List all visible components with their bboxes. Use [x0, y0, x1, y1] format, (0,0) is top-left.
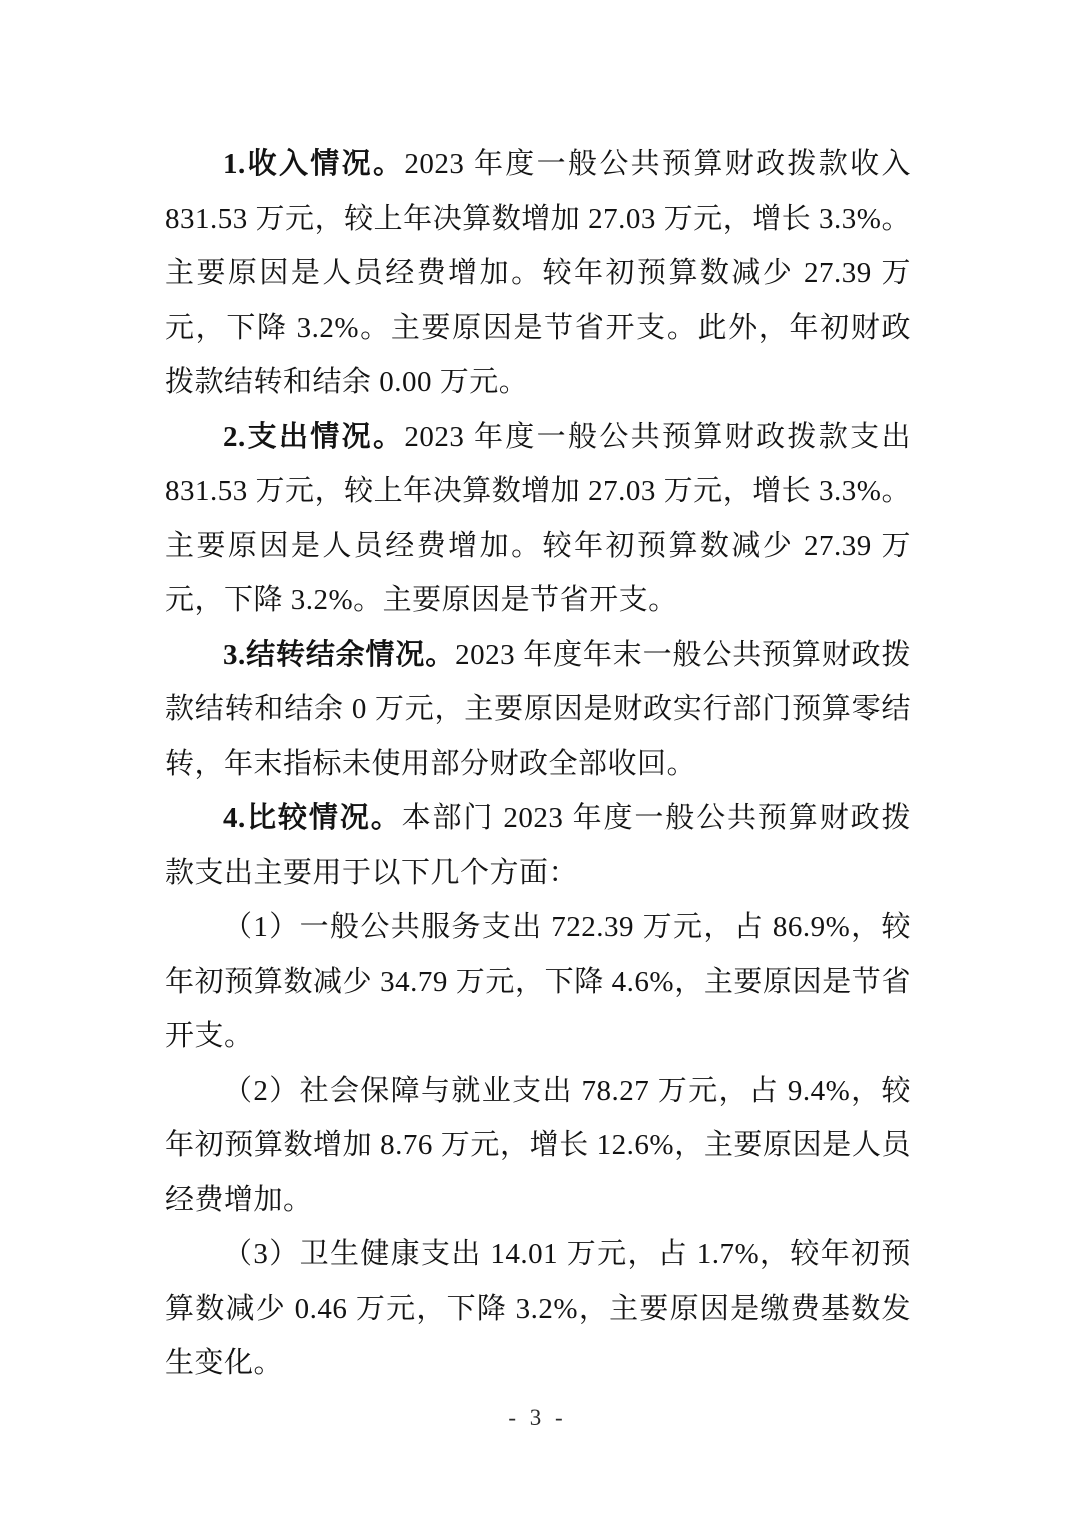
- comparison-situation-text: 本部门 2023 年度一般公共预算财政拨款支出主要用于以下几个方面：: [165, 802, 911, 889]
- expenditure-situation-heading: 2.支出情况。: [223, 420, 405, 453]
- income-situation-text: 2023 年度一般公共预算财政拨款收入 831.53 万元，较上年决算数增加 27.03 万元，增长 3.3%。主要原因是人员经费增加。较年初预算数减少 27.39 万元，下降 3.2%。主要原因是节省开支。此外，年初财政拨款结转和结余 0.00 万元。: [165, 148, 911, 398]
- item-social-security-employment-text: （2）社会保障与就业支出 78.27 万元，占 9.4%，较年初预算数增加 8.76 万元，增长 12.6%，主要原因是人员经费增加。: [165, 1074, 911, 1216]
- item-general-public-services-text: （1）一般公共服务支出 722.39 万元，占 86.9%，较年初预算数减少 34.79 万元，下降 4.6%，主要原因是节省开支。: [165, 911, 911, 1052]
- comparison-situation-heading: 4.比较情况。: [223, 802, 402, 834]
- page-number: - 3 -: [508, 1405, 567, 1430]
- paragraph-expenditure-situation: [165, 410, 911, 628]
- carryover-situation-text: 2023 年度年末一般公共预算财政拨款结转和结余 0 万元，主要原因是财政实行部门预算零结转，年末指标未使用部分财政全部收回。: [165, 638, 911, 780]
- income-situation-heading: 1.收入情况。: [223, 148, 405, 180]
- paragraph-carryover-situation: [165, 628, 911, 792]
- carryover-situation-heading: 3.结转结余情况。: [223, 638, 456, 671]
- paragraph-item-general-public-services: [165, 900, 911, 1064]
- paragraph-item-social-security-employment: [165, 1064, 911, 1228]
- paragraph-item-health: [165, 1227, 911, 1391]
- item-health-text: （3）卫生健康支出 14.01 万元，占 1.7%，较年初预算数减少 0.46 万元，下降 3.2%，主要原因是缴费基数发生变化。: [165, 1238, 911, 1379]
- document-body: [165, 137, 911, 1391]
- paragraph-income-situation: [165, 137, 911, 410]
- paragraph-comparison-situation: [165, 791, 911, 900]
- expenditure-situation-text: 2023 年度一般公共预算财政拨款支出 831.53 万元，较上年决算数增加 27.03 万元，增长 3.3%。主要原因是人员经费增加。较年初预算数减少 27.39 万元，下降 3.2%。主要原因是节省开支。: [165, 420, 911, 616]
